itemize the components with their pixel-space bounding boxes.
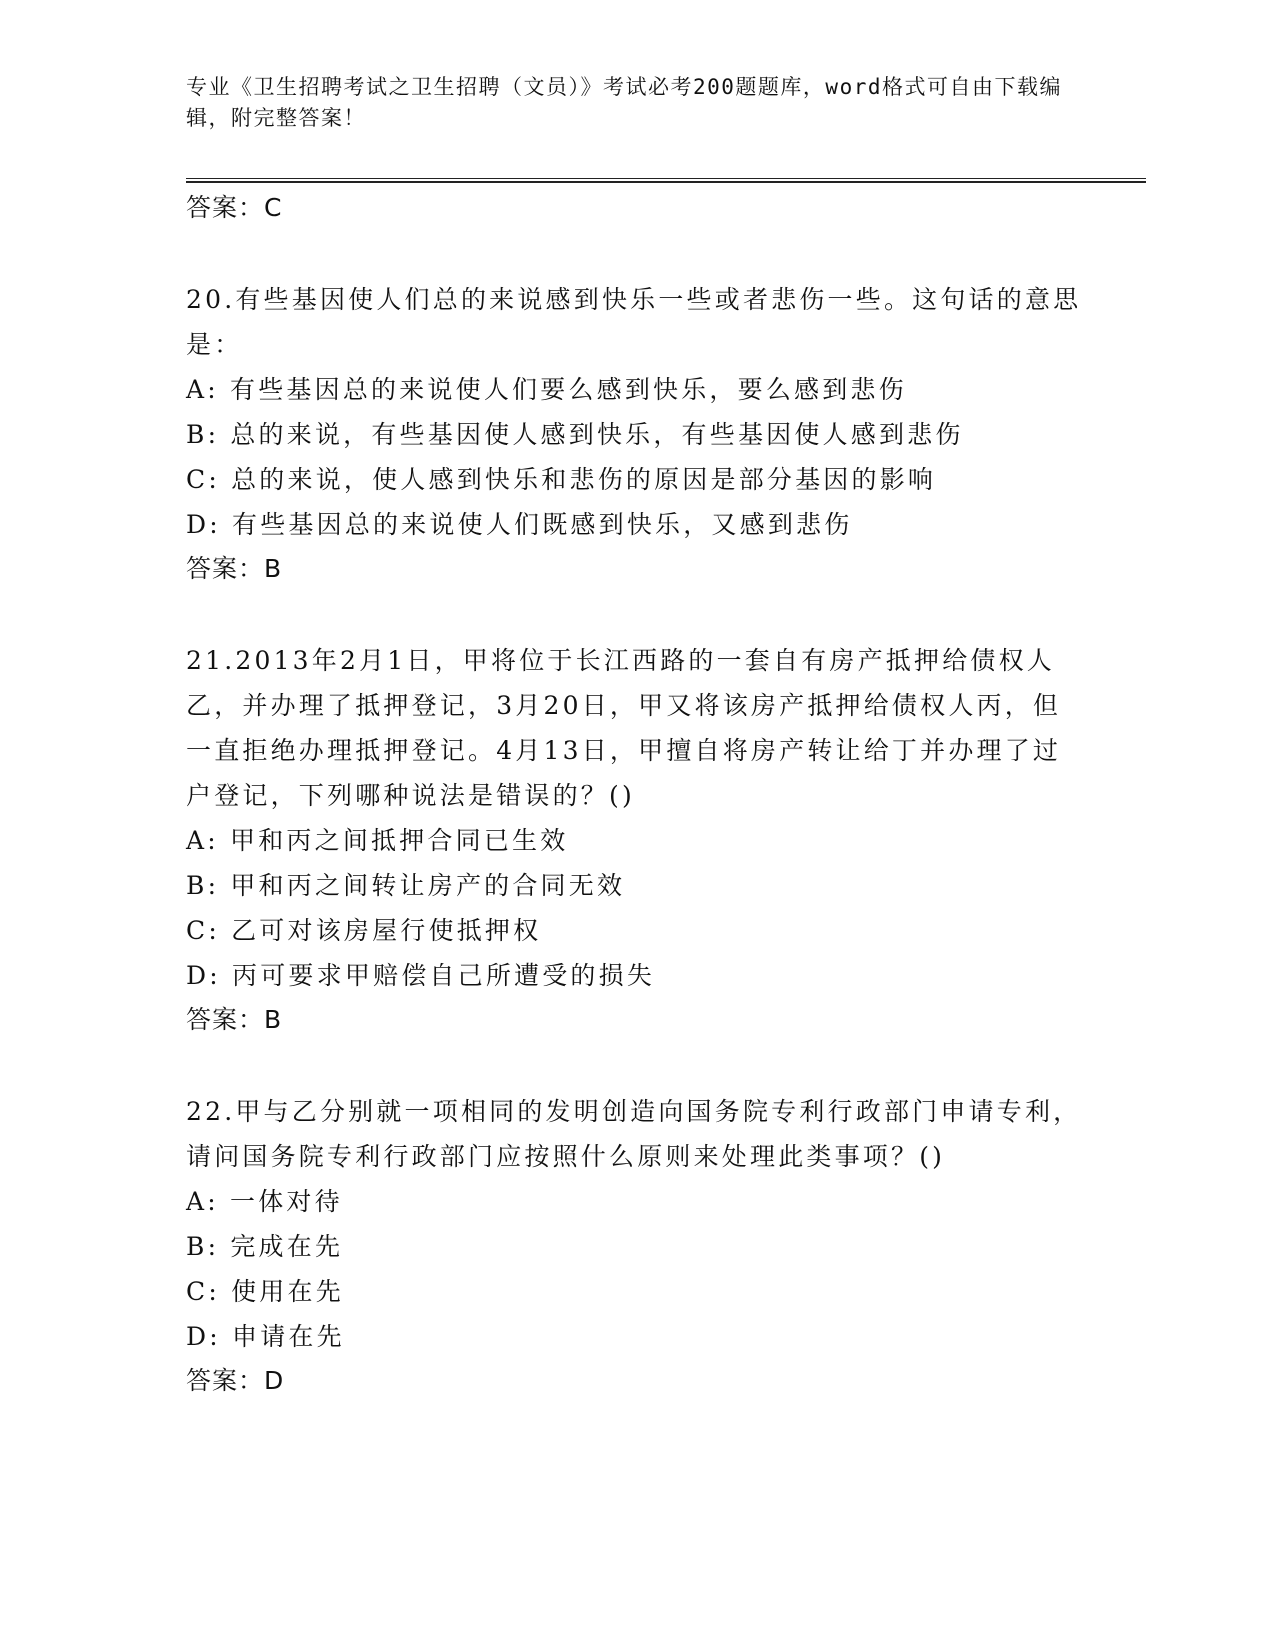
- option-b: B: 甲和丙之间转让房产的合同无效: [186, 871, 626, 900]
- document-content: [186, 190, 1086, 1399]
- option-d: D: 丙可要求甲赔偿自己所遭受的损失: [186, 961, 656, 990]
- answer-previous: 答案：C: [186, 193, 283, 222]
- question-21: [186, 638, 1086, 1038]
- question-text: 22.甲与乙分别就一项相同的发明创造向国务院专利行政部门申请专利，请问国务院专利行政部门应按照什么原则来处理此类事项？(): [186, 1097, 1082, 1171]
- answer: 答案：B: [186, 1005, 283, 1034]
- option-a: A: 有些基因总的来说使人们要么感到快乐，要么感到悲伤: [186, 375, 907, 404]
- answer: 答案：B: [186, 554, 283, 583]
- option-b: B: 完成在先: [186, 1232, 344, 1261]
- question-22: [186, 1089, 1086, 1399]
- document-header: 专业《卫生招聘考试之卫生招聘（文员）》考试必考200题题库，word格式可自由下载编辑，附完整答案！: [186, 75, 1062, 130]
- option-a: A: 甲和丙之间抵押合同已生效: [186, 826, 569, 855]
- header-rule-top: [186, 178, 1146, 179]
- option-b: B: 总的来说，有些基因使人感到快乐，有些基因使人感到悲伤: [186, 420, 964, 449]
- option-d: D: 有些基因总的来说使人们既感到快乐，又感到悲伤: [186, 510, 853, 539]
- option-d: D: 申请在先: [186, 1322, 345, 1351]
- option-c: C: 使用在先: [186, 1277, 344, 1306]
- question-text: 21.2013年2月1日，甲将位于长江西路的一套自有房产抵押给债权人乙，并办理了抵押登记，3月20日，甲又将该房产抵押给债权人丙，但一直拒绝办理抵押登记。4月13日，甲擅自将房产转让给丁并办理了过户登记，下列哪种说法是错误的？(): [186, 646, 1062, 810]
- question-text: 20.有些基因使人们总的来说感到快乐一些或者悲伤一些。这句话的意思是：: [186, 285, 1082, 359]
- question-20: [186, 277, 1086, 587]
- header-rule-bottom: [186, 181, 1146, 183]
- option-c: C: 乙可对该房屋行使抵押权: [186, 916, 542, 945]
- answer: 答案：D: [186, 1366, 285, 1395]
- option-a: A: 一体对待: [186, 1187, 343, 1216]
- option-c: C: 总的来说，使人感到快乐和悲伤的原因是部分基因的影响: [186, 465, 937, 494]
